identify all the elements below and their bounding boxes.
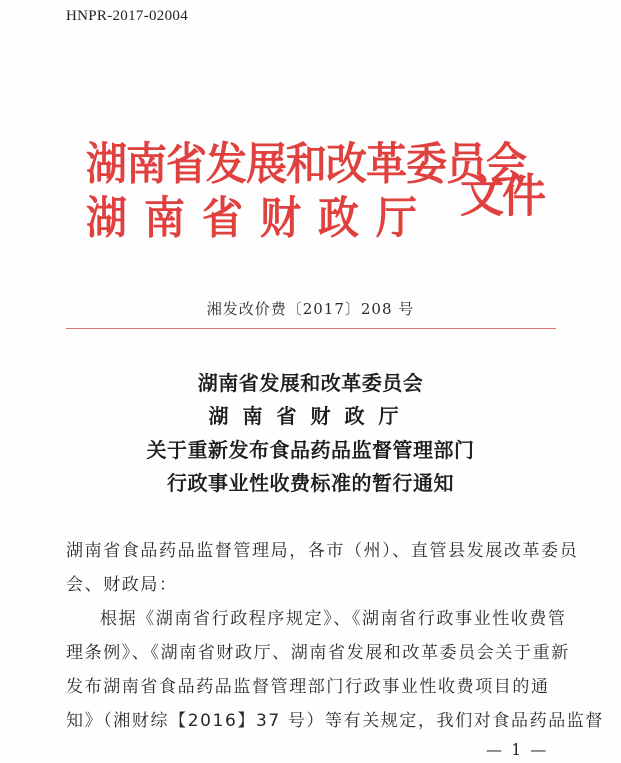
body-line-6: 知》（湘财综【2016】37 号）等有关规定，我们对食品药品监督: [66, 711, 604, 731]
title-line-3: 关于重新发布食品药品监督管理部门: [146, 438, 475, 462]
body-line-1: 湖南省食品药品监督管理局，各市（州）、直管县发展改革委员: [66, 541, 579, 561]
red-divider: [66, 328, 556, 329]
header-org-line-1: 湖南省发展和改革委员会: [86, 137, 526, 190]
page-number: — 1 —: [486, 740, 549, 759]
document-code: HNPR-2017-02004: [66, 8, 189, 24]
title-line-2: 湖南省财政厅: [208, 404, 413, 428]
document-number: 湘发改价费〔2017〕208 号: [206, 300, 415, 318]
header-org-line-2: 湖南省财政厅: [86, 191, 434, 244]
header-suffix: 文件: [460, 169, 544, 224]
body-line-3: 根据《湖南省行政程序规定》、《湖南省行政事业性收费管: [100, 609, 567, 629]
title-line-4: 行政事业性收费标准的暂行通知: [167, 471, 454, 495]
title-line-1: 湖南省发展和改革委员会: [197, 371, 424, 395]
body-line-4: 理条例》、《湖南省财政厅、湖南省发展和改革委员会关于重新: [66, 643, 570, 663]
body-line-2: 会、财政局：: [66, 575, 178, 595]
body-line-5: 发布湖南省食品药品监督管理部门行政事业性收费项目的通: [66, 677, 550, 697]
